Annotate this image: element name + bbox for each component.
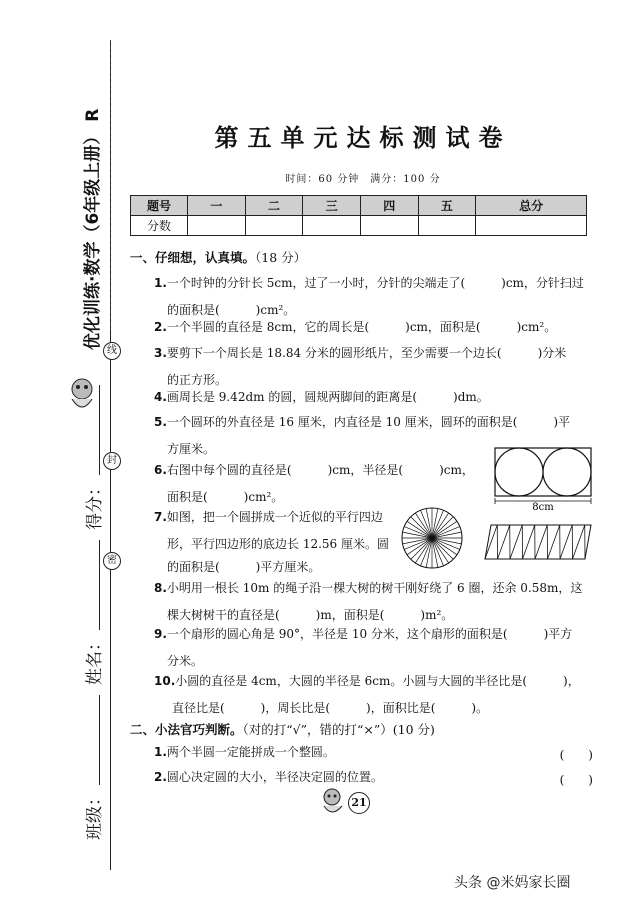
question-number: 2. [154, 320, 167, 334]
question-text: 两个半圆一定能拼成一个整圆。 [166, 745, 335, 759]
question-number: 9. [154, 627, 167, 641]
score-cell[interactable] [188, 216, 246, 236]
watermark-footer: 头条 @米妈家长圈 [454, 875, 571, 891]
question-text: 小明用一根长 10m 的绳子沿一棵大树的树干刚好绕了 6 圈，还余 0.58m，这 [166, 581, 583, 595]
score-cell[interactable] [303, 216, 361, 236]
two-circles-figure [494, 447, 592, 515]
question-number: 10. [154, 674, 176, 688]
question-number: 7. [154, 510, 167, 524]
seal-char-secret: 密 [103, 552, 121, 570]
figure-dimension-label: 8cm [532, 502, 554, 513]
section2-instruction: （对的打“√”，错的打“×”）(10 分) [242, 722, 435, 737]
question-text: 的面积是( )平方厘米。 [167, 560, 321, 574]
question-9 [154, 622, 572, 646]
question-text: 一个半圆的直径是 8cm，它的周长是( )cm，面积是( )cm²。 [166, 320, 557, 334]
question-3 [154, 341, 566, 365]
parallelogram-figure [484, 524, 592, 560]
question-4 [154, 385, 489, 409]
question-number: 4. [154, 390, 167, 404]
score-table-score-row [131, 216, 587, 236]
answer-bracket[interactable]: ( ) [559, 748, 593, 762]
score-field[interactable] [80, 385, 105, 530]
question-text: 如图，把一个圆拼成一个近似的平行四边 [166, 510, 383, 524]
cut-line-top [110, 40, 111, 330]
class-label: 班级： [85, 789, 105, 840]
question-text: 的正方形。 [167, 373, 228, 387]
score-table-header-row [131, 196, 587, 216]
question-number: 1. [154, 276, 167, 290]
question-number: 3. [154, 346, 167, 360]
question-text: 直径比是( )，周长比是( )，面积比是( )。 [172, 701, 489, 715]
section1-title: 一、仔细想，认真填。 [130, 250, 256, 265]
question-text: 画周长是 9.42dm 的圆，圆规两脚间的距离是( )dm。 [166, 390, 489, 404]
judge-question-2 [154, 765, 383, 789]
brand-name: 优化训练 [83, 282, 103, 350]
page-title: 第五单元达标测试卷 [214, 123, 512, 152]
question-text: 圆心决定圆的大小，半径决定圆的位置。 [166, 770, 383, 784]
subject-label: ·数学（6年级上册） [83, 127, 103, 282]
table-col: 五 [418, 196, 476, 216]
question-5 [154, 410, 570, 434]
zigzag-line [485, 525, 585, 559]
name-label: 姓名： [85, 634, 105, 685]
score-cell[interactable] [418, 216, 476, 236]
question-text: 分米。 [167, 654, 204, 668]
question-text: 一个圆环的外直径是 16 厘米，内直径是 10 厘米，圆环的面积是( )平 [166, 415, 571, 429]
question-text: 形，平行四边形的底边长 12.56 厘米。圆 [167, 537, 389, 551]
question-number: 2. [154, 770, 167, 784]
score-label: 得分： [85, 479, 105, 530]
question-8 [154, 576, 582, 600]
question-number: 6. [154, 463, 167, 477]
binding-gutter [0, 0, 117, 905]
question-text: 右图中每个圆的直径是( )cm，半径是( )cm， [166, 463, 474, 477]
mascot-icon [318, 786, 348, 818]
score-cell[interactable] [476, 216, 587, 236]
seal-char-seal: 封 [103, 452, 121, 470]
question-text: 面积是( )cm²。 [167, 490, 284, 504]
table-col: 三 [303, 196, 361, 216]
question-text: 方厘米。 [167, 442, 216, 456]
brand-title [78, 109, 103, 350]
question-6 [154, 458, 474, 482]
question-2 [154, 315, 556, 339]
name-field[interactable] [80, 540, 105, 685]
page-number: 21 [348, 792, 370, 814]
score-blank[interactable] [87, 385, 100, 475]
question-number: 8. [154, 581, 167, 595]
section1-heading [130, 248, 306, 266]
table-col: 二 [245, 196, 303, 216]
question-text: 小圆的直径是 4cm，大圆的半径是 6cm。小圆与大圆的半径比是( )， [175, 674, 580, 688]
score-cell[interactable] [245, 216, 303, 236]
score-table [130, 195, 587, 236]
question-text: 一个扇形的圆心角是 90°，半径是 10 分米，这个扇形的面积是( )平方 [166, 627, 573, 641]
question-text: 要剪下一个周长是 18.84 分米的圆形纸片，至少需要一个边长( )分米 [166, 346, 567, 360]
section2-heading [130, 720, 435, 738]
table-header: 分数 [131, 216, 188, 236]
question-text: 一个时钟的分针长 5cm，过了一小时，分针的尖端走了( )cm，分针扫过 [166, 276, 584, 290]
question-number: 1. [154, 745, 167, 759]
question-number: 5. [154, 415, 167, 429]
answer-bracket[interactable]: ( ) [559, 773, 593, 787]
class-field[interactable] [80, 695, 105, 840]
question-text: 的面积是( )cm²。 [167, 303, 296, 317]
judge-question-1 [154, 740, 335, 764]
question-7 [154, 505, 383, 529]
seal-char-line: 线 [103, 342, 121, 360]
score-cell[interactable] [360, 216, 418, 236]
name-blank[interactable] [87, 540, 100, 630]
section2-title: 二、小法官巧判断。 [130, 722, 243, 737]
question-1 [154, 271, 584, 295]
section1-points: （18 分） [255, 250, 307, 265]
table-col: 总分 [476, 196, 587, 216]
table-header: 题号 [131, 196, 188, 216]
divided-circle-figure [400, 506, 464, 570]
class-blank[interactable] [87, 695, 100, 785]
edition-mark: R [83, 108, 103, 122]
exam-meta: 时间：60 分钟 满分：100 分 [285, 174, 441, 185]
question-10 [154, 669, 580, 693]
table-col: 一 [188, 196, 246, 216]
question-text: 棵大树树干的直径是( )m，面积是( )m²。 [167, 608, 454, 622]
table-col: 四 [360, 196, 418, 216]
